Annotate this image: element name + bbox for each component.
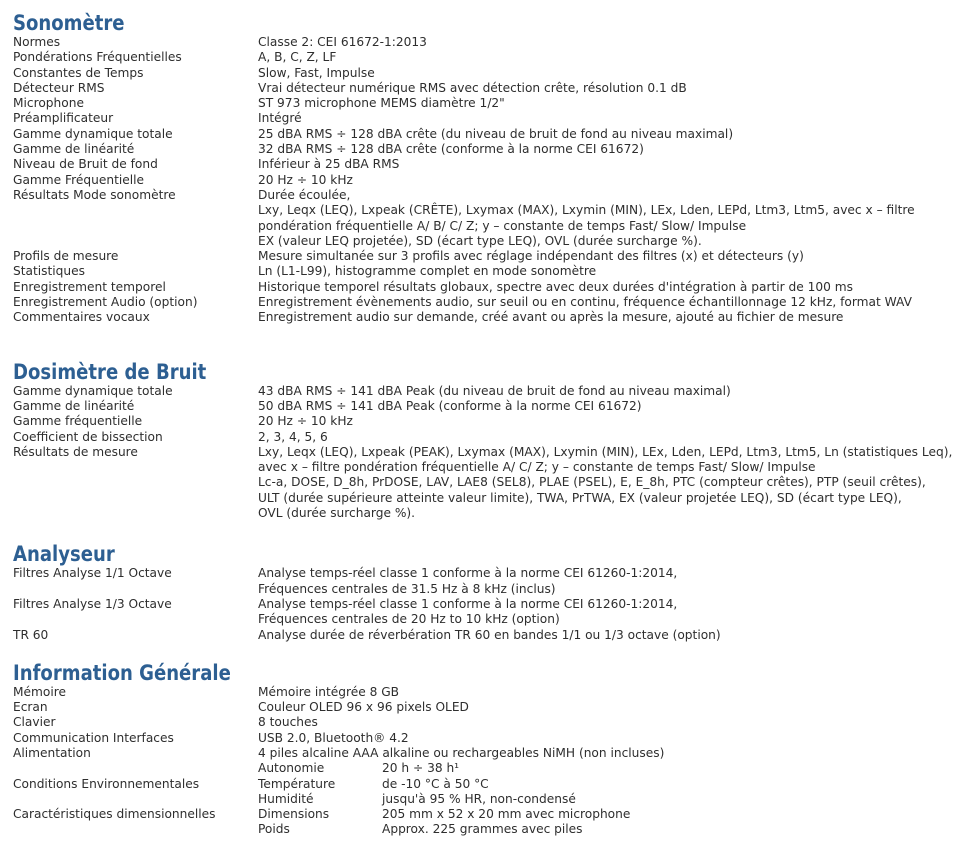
spec-label: Résultats de mesure [13, 444, 138, 459]
spec-value [258, 399, 962, 414]
spec-row [13, 715, 962, 730]
spec-sub-label: Dimensions [258, 807, 330, 822]
spec-value [258, 111, 962, 126]
spec-label: TR 60 [13, 627, 49, 642]
spec-list-sonometre [13, 35, 962, 326]
spec-value-line: Intégré [258, 111, 302, 126]
spec-value-line: ULT (durée supérieure atteinte valeur limite), TWA, PrTWA, EX (valeur projetée LEQ), SD (écart type LEQ), [258, 490, 902, 505]
spec-value [258, 384, 962, 399]
spec-value [258, 746, 962, 777]
spec-value-line: Classe 2: CEI 61672-1:2013 [258, 35, 427, 49]
spec-label: Gamme dynamique totale [13, 126, 173, 141]
spec-value-line: 43 dBA RMS ÷ 141 dBA Peak (du niveau de bruit de fond au niveau maximal) [258, 383, 731, 398]
spec-row [13, 127, 962, 142]
spec-label: Gamme dynamique totale [13, 383, 173, 398]
section-title-sonometre: Sonomètre [13, 11, 125, 35]
spec-value-line: EX (valeur LEQ projetée), SD (écart type LEQ), OVL (durée surcharge %). [258, 233, 702, 248]
spec-value [258, 35, 962, 50]
spec-value [258, 628, 962, 643]
spec-list-information-generale [13, 685, 962, 838]
spec-value-line: 20 Hz ÷ 10 kHz [258, 172, 353, 187]
spec-value-line: 50 dBA RMS ÷ 141 dBA Peak (conforme à la norme CEI 61672) [258, 398, 642, 413]
spec-row [13, 700, 962, 715]
spec-row [13, 685, 962, 700]
spec-value-line: Couleur OLED 96 x 96 pixels OLED [258, 700, 469, 715]
spec-value-line: Durée écoulée, [258, 187, 351, 202]
spec-sub-label: Poids [258, 822, 290, 837]
spec-value-line: 2, 3, 4, 5, 6 [258, 429, 328, 444]
spec-sub-value: 20 h ÷ 38 h¹ [382, 761, 460, 776]
spec-value [258, 430, 962, 445]
spec-sub-row [258, 807, 942, 822]
spec-row [13, 50, 962, 65]
spec-value-line: 25 dBA RMS ÷ 128 dBA crête (du niveau de bruit de fond au niveau maximal) [258, 126, 734, 141]
spec-label: Microphone [13, 96, 84, 111]
spec-value [258, 66, 962, 81]
spec-row [13, 628, 962, 643]
spec-label: Gamme Fréquentielle [13, 172, 145, 187]
spec-value [258, 188, 962, 249]
spec-value-line: Analyse temps-réel classe 1 conforme à la norme CEI 61260-1:2014, [258, 596, 678, 611]
spec-label: Statistiques [13, 264, 85, 279]
spec-value [258, 50, 962, 65]
spec-row [13, 35, 962, 50]
spec-row [13, 81, 962, 96]
spec-value [258, 597, 962, 628]
spec-label: Ecran [13, 700, 48, 715]
spec-value-line: Lxy, Leqx (LEQ), Lxpeak (CRÊTE), Lxymax (MAX), Lxymin (MIN), LEx, Lden, LEPd, Ltm3, Ltm5, avec x – filtre [258, 203, 915, 218]
spec-row [13, 264, 962, 279]
spec-label: Profils de mesure [13, 249, 119, 264]
spec-sub-label: Autonomie [258, 761, 325, 776]
spec-label: Pondérations Fréquentielles [13, 50, 182, 65]
spec-row [13, 249, 962, 264]
section-title-dosimetre: Dosimètre de Bruit [13, 359, 207, 384]
spec-row [13, 142, 962, 157]
spec-label: Résultats Mode sonomètre [13, 187, 176, 202]
spec-value [258, 731, 962, 746]
spec-value-line: Historique temporel résultats globaux, spectre avec deux durées d'intégration à partir de 100 ms [258, 279, 854, 294]
spec-value [258, 249, 962, 264]
spec-value-line: Fréquences centrales de 20 Hz to 10 kHz (option) [258, 612, 560, 627]
spec-row [13, 414, 962, 429]
spec-value [258, 807, 962, 838]
spec-label: Filtres Analyse 1/3 Octave [13, 596, 172, 611]
spec-row [13, 777, 962, 808]
spec-row [13, 188, 962, 249]
section-title-information-generale: Information Générale [13, 660, 231, 685]
spec-value [258, 685, 962, 700]
spec-row [13, 310, 962, 325]
spec-value-line: A, B, C, Z, LF [258, 50, 337, 65]
spec-value [258, 173, 962, 188]
spec-label: Communication Interfaces [13, 730, 174, 745]
spec-label: Constantes de Temps [13, 65, 144, 80]
spec-row [13, 66, 962, 81]
spec-label: Niveau de Bruit de fond [13, 157, 158, 172]
spec-value [258, 777, 962, 808]
spec-sub-label: Humidité [258, 791, 314, 806]
spec-label: Commentaires vocaux [13, 310, 150, 325]
spec-value [258, 81, 962, 96]
spec-row [13, 295, 962, 310]
spec-row [13, 566, 962, 597]
spec-value-line: pondération fréquentielle A/ B/ C/ Z; y – constante de temps Fast/ Slow/ Impulse [258, 218, 747, 233]
spec-label: Enregistrement Audio (option) [13, 295, 198, 310]
spec-document [0, 11, 962, 866]
spec-label: Caractéristiques dimensionnelles [13, 807, 216, 822]
spec-value-line: avec x – filtre pondération fréquentielle A/ C/ Z; y – constante de temps Fast/ Slow/ Impulse [258, 460, 816, 475]
spec-value [258, 96, 962, 111]
spec-value [258, 700, 962, 715]
spec-value-line: Lc-a, DOSE, D_8h, PrDOSE, LAV, LAE8 (SEL8), PLAE (PSEL), E, E_8h, PTC (compteur crêtes), PTP (seuil crêtes), [258, 475, 926, 490]
spec-value-line: Vrai détecteur numérique RMS avec détection crête, résolution 0.1 dB [258, 80, 687, 95]
spec-sub-value: jusqu'à 95 % HR, non-condensé [382, 791, 576, 806]
spec-label: Alimentation [13, 745, 91, 760]
spec-value [258, 310, 962, 325]
spec-list-analyseur [13, 566, 962, 642]
spec-row [13, 807, 962, 838]
spec-row [13, 280, 962, 295]
spec-value-line: Ln (L1-L99), histogramme complet en mode sonomètre [258, 264, 597, 279]
spec-value-line: Enregistrement évènements audio, sur seuil ou en continu, fréquence échantillonnage 12 kHz, format WAV [258, 295, 912, 310]
spec-value-line: 32 dBA RMS ÷ 128 dBA crête (conforme à la norme CEI 61672) [258, 142, 644, 157]
spec-sub-value: Approx. 225 grammes avec piles [382, 822, 583, 837]
spec-row [13, 597, 962, 628]
spec-label: Préamplificateur [13, 111, 114, 126]
spec-sub-row [258, 761, 942, 776]
spec-value-line: Mémoire intégrée 8 GB [258, 684, 400, 699]
spec-row [13, 173, 962, 188]
spec-row [13, 111, 962, 126]
spec-label: Détecteur RMS [13, 80, 105, 95]
spec-value-line: Fréquences centrales de 31.5 Hz à 8 kHz (inclus) [258, 581, 556, 596]
spec-value [258, 566, 962, 597]
spec-value-line: 4 piles alcaline AAA alkaline ou rechargeables NiMH (non incluses) [258, 745, 665, 760]
spec-value [258, 715, 962, 730]
spec-list-dosimetre [13, 384, 962, 522]
spec-row [13, 384, 962, 399]
spec-value [258, 295, 962, 310]
spec-label: Mémoire [13, 684, 66, 699]
spec-value [258, 445, 962, 521]
section-title-analyseur: Analyseur [13, 542, 115, 567]
spec-label: Filtres Analyse 1/1 Octave [13, 566, 172, 581]
spec-label: Gamme de linéarité [13, 142, 135, 157]
spec-row [13, 157, 962, 172]
spec-value-line: ST 973 microphone MEMS diamètre 1/2" [258, 96, 505, 111]
spec-value-line: Enregistrement audio sur demande, créé avant ou après la mesure, ajouté au fichier de mesure [258, 310, 844, 325]
spec-sub-label: Température [258, 776, 336, 791]
spec-value [258, 157, 962, 172]
spec-value-line: USB 2.0, Bluetooth® 4.2 [258, 730, 409, 745]
spec-value-line: Mesure simultanée sur 3 profils avec réglage indépendant des filtres (x) et détecteurs (y) [258, 249, 804, 264]
spec-label: Gamme fréquentielle [13, 414, 143, 429]
spec-value [258, 142, 962, 157]
spec-value-line: 20 Hz ÷ 10 kHz [258, 414, 353, 429]
spec-value [258, 264, 962, 279]
spec-label: Enregistrement temporel [13, 279, 166, 294]
spec-row [13, 399, 962, 414]
spec-sub-row [258, 822, 942, 837]
spec-value-line: Lxy, Leqx (LEQ), Lxpeak (PEAK), Lxymax (MAX), Lxymin (MIN), LEx, Lden, LEPd, Ltm3, Ltm5, Ln (statistiques Leq), [258, 444, 953, 459]
spec-label: Conditions Environnementales [13, 776, 200, 791]
spec-sub-row [258, 792, 942, 807]
spec-sub-value: 205 mm x 52 x 20 mm avec microphone [382, 807, 631, 822]
spec-label: Clavier [13, 715, 56, 730]
spec-row [13, 430, 962, 445]
spec-row [13, 96, 962, 111]
spec-value-line: Slow, Fast, Impulse [258, 65, 375, 80]
spec-value [258, 414, 962, 429]
spec-value-line: 8 touches [258, 715, 318, 730]
spec-value-line: OVL (durée surcharge %). [258, 506, 416, 521]
spec-row [13, 746, 962, 777]
spec-row [13, 731, 962, 746]
spec-value [258, 127, 962, 142]
spec-label: Coefficient de bissection [13, 429, 163, 444]
spec-value [258, 280, 962, 295]
spec-value-line: Analyse temps-réel classe 1 conforme à la norme CEI 61260-1:2014, [258, 566, 678, 581]
spec-value-line: Inférieur à 25 dBA RMS [258, 157, 400, 172]
spec-row [13, 445, 962, 521]
spec-label: Normes [13, 35, 61, 49]
spec-label: Gamme de linéarité [13, 398, 135, 413]
spec-sub-value: de -10 °C à 50 °C [382, 776, 489, 791]
spec-value-line: Analyse durée de réverbération TR 60 en bandes 1/1 ou 1/3 octave (option) [258, 627, 721, 642]
spec-sub-row [258, 777, 942, 792]
